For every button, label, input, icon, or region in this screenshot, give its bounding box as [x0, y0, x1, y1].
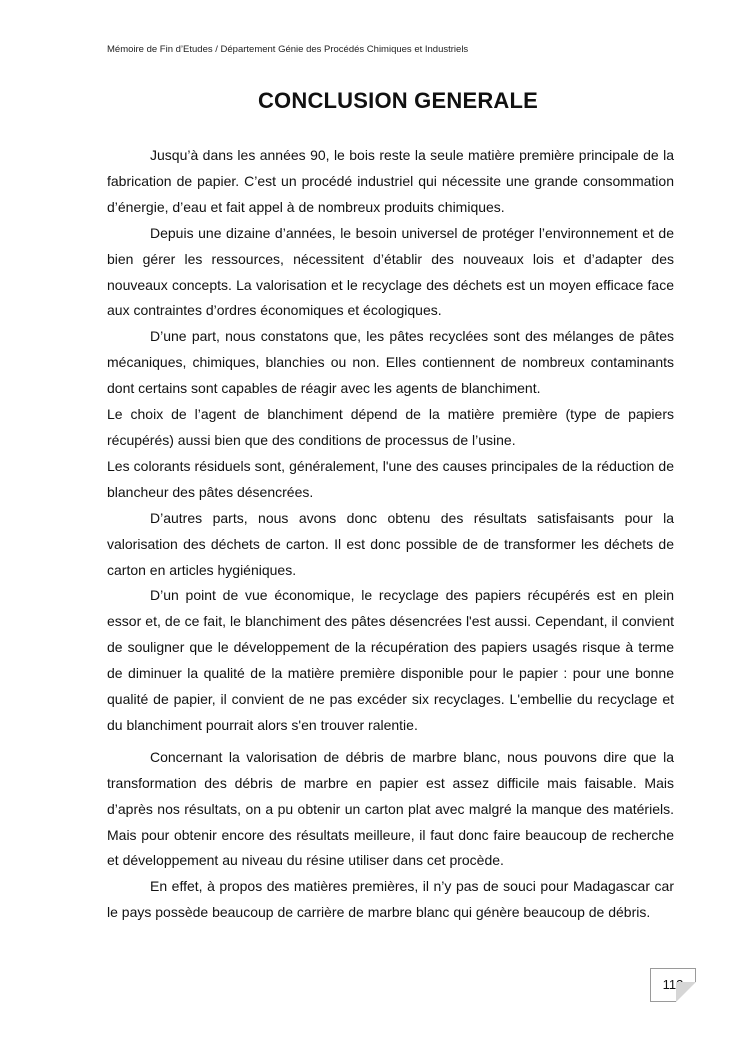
paragraph-3: D’une part, nous constatons que, les pâtes recyclées sont des mélanges de pâtes mécaniques, chimiques, blanchies ou non. Elles contiennent de nombreux contaminants dont certains sont capables de réagir avec les agents de blanchiment.	[107, 328, 674, 397]
paragraph-9: En effet, à propos des matières premières, il n’y pas de souci pour Madagascar car le pays possède beaucoup de carrière de marbre blanc qui génère beaucoup de débris.	[107, 878, 674, 921]
paragraph-5: Les colorants résiduels sont, généralement, l'une des causes principales de la réduction de blancheur des pâtes désencrées.	[107, 457, 674, 500]
paragraph-8: Concernant la valorisation de débris de marbre blanc, nous pouvons dire que la transformation des débris de marbre en papier est assez difficile mais faisable. Mais d’après nos résultats, on a pu obtenir un carton plat avec malgré la manque des matériels. Mais pour obtenir encore des résultats meilleure, il faut donc faire beaucoup de recherche et développement au niveau du résine utiliser dans cet procède.	[107, 748, 674, 869]
paragraph-6: D’autres parts, nous avons donc obtenu des résultats satisfaisants pour la valorisation des déchets de carton. Il est donc possible de de transformer les déchets de carton en articles hygiéniques.	[107, 509, 674, 578]
page-number: 113	[662, 977, 684, 992]
document-body	[107, 143, 674, 926]
paragraph-7: D’un point de vue économique, le recyclage des papiers récupérés est en plein essor et, de ce fait, le blanchiment des pâtes désencrées l'est aussi. Cependant, il convient de souligner que le développement de la récupération des papiers usagés risque à terme de diminuer la qualité de la matière première disponible pour le papier : pour une bonne qualité de papier, il convient de ne pas excéder six recyclages. L'embellie du recyclage et du blanchiment pourrait alors s'en trouver ralentie.	[107, 587, 674, 733]
page-number-box	[650, 968, 696, 1002]
running-header: Mémoire de Fin d’Etudes / Département Génie des Procédés Chimiques et Industriels	[107, 44, 469, 55]
paragraph-1: Jusqu’à dans les années 90, le bois reste la seule matière première principale de la fabrication de papier. C’est un procédé industriel qui nécessite une grande consommation d’énergie, d’eau et fait appel à de nombreux produits chimiques.	[107, 147, 674, 215]
page-title: CONCLUSION GENERALE	[257, 88, 539, 113]
paragraph-2: Depuis une dizaine d’années, le besoin universel de protéger l’environnement et de bien gérer les ressources, nécessitent d’établir des nouveaux lois et d’adapter des nouveaux concepts. La valorisation et le recyclage des déchets est un moyen efficace face aux contraintes d’ordres économiques et écologiques.	[107, 224, 674, 319]
page-curl-decoration	[676, 982, 696, 1002]
paragraph-4: Le choix de l’agent de blanchiment dépend de la matière première (type de papiers récupérés) aussi bien que des conditions de processus de l’usine.	[107, 406, 674, 448]
